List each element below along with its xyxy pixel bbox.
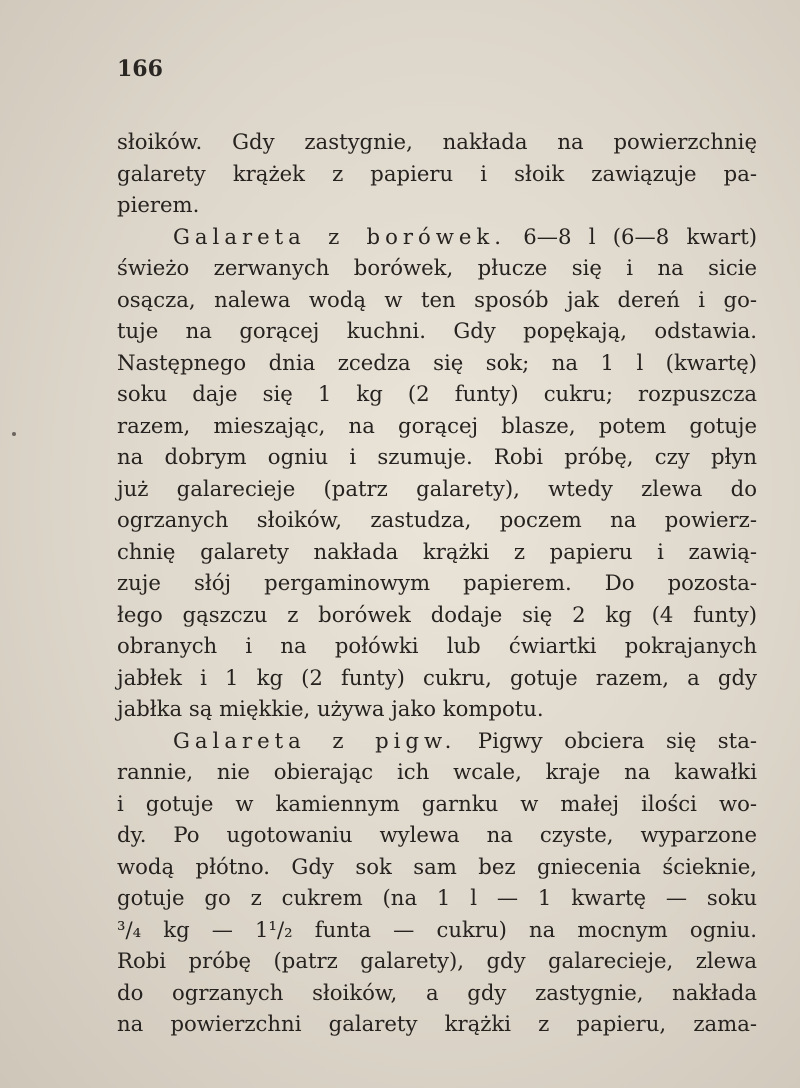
text-fragment: 6—8 l (6—8 kwart) bbox=[505, 223, 757, 249]
text-line: jabłka są miękkie, używa jako kompotu. bbox=[117, 696, 544, 721]
text-line: i gotuje w kamiennym garnku w małej ilości wo- bbox=[117, 790, 757, 816]
text-line: Następnego dnia zcedza się sok; na 1 l (kwartę) bbox=[117, 349, 757, 375]
text-fragment: Pigwy obciera się sta- bbox=[456, 727, 757, 753]
text-line: zuje słój pergaminowym papierem. Do pozosta- bbox=[117, 570, 757, 595]
paragraph-first-line bbox=[117, 221, 757, 253]
text-line: obranych i na połówki lub ćwiartki pokrajanych bbox=[117, 633, 757, 658]
text-line: galarety krążek z papieru i słoik zawiązuje pa- bbox=[117, 160, 757, 186]
text-line: ³/₄ kg — 1¹/₂ funta — cukru) na mocnym ogniu. bbox=[117, 916, 757, 942]
text-line: na powierzchni galarety krążki z papieru, zama- bbox=[117, 1011, 757, 1036]
margin-speck bbox=[12, 432, 16, 436]
recipe-heading: Galareta z borówek. bbox=[173, 223, 506, 249]
paragraph-first-line bbox=[117, 725, 757, 757]
text-line: łego gąszczu z borówek dodaje się 2 kg (4 funty) bbox=[117, 601, 757, 627]
text-line: Robi próbę (patrz galarety), gdy galarecieje, zlewa bbox=[117, 948, 757, 973]
text-line: chnię galarety nakłada krążki z papieru i zawią- bbox=[117, 538, 757, 564]
page-number: 166 bbox=[117, 56, 163, 82]
text-line: słoików. Gdy zastygnie, nakłada na powierzchnię bbox=[117, 129, 757, 154]
text-line: już galarecieje (patrz galarety), wtedy zlewa do bbox=[117, 475, 757, 501]
page-text bbox=[117, 126, 757, 1040]
text-line: razem, mieszając, na gorącej blasze, potem gotuje bbox=[117, 412, 757, 438]
text-line: ogrzanych słoików, zastudza, poczem na powierz- bbox=[117, 507, 757, 532]
text-line: soku daje się 1 kg (2 funty) cukru; rozpuszcza bbox=[117, 381, 757, 406]
text-line: na dobrym ogniu i szumuje. Robi próbę, czy płyn bbox=[117, 444, 757, 469]
text-line: gotuje go z cukrem (na 1 l — 1 kwartę — soku bbox=[117, 885, 757, 910]
text-line: wodą płótno. Gdy sok sam bez gniecenia ścieknie, bbox=[117, 853, 757, 879]
text-line: rannie, nie obierając ich wcale, kraje na kawałki bbox=[117, 759, 757, 784]
text-line: pierem. bbox=[117, 192, 200, 217]
text-line: tuje na gorącej kuchni. Gdy popękają, odstawia. bbox=[117, 318, 757, 343]
text-line: jabłek i 1 kg (2 funty) cukru, gotuje razem, a gdy bbox=[117, 664, 757, 690]
text-line: dy. Po ugotowaniu wylewa na czyste, wyparzone bbox=[117, 822, 757, 847]
text-line: świeżo zerwanych borówek, płucze się i na sicie bbox=[117, 255, 757, 280]
recipe-heading: Galareta z pigw. bbox=[173, 727, 457, 753]
text-line: do ogrzanych słoików, a gdy zastygnie, nakłada bbox=[117, 979, 757, 1005]
text-line: osącza, nalewa wodą w ten sposób jak dereń i go- bbox=[117, 286, 757, 312]
